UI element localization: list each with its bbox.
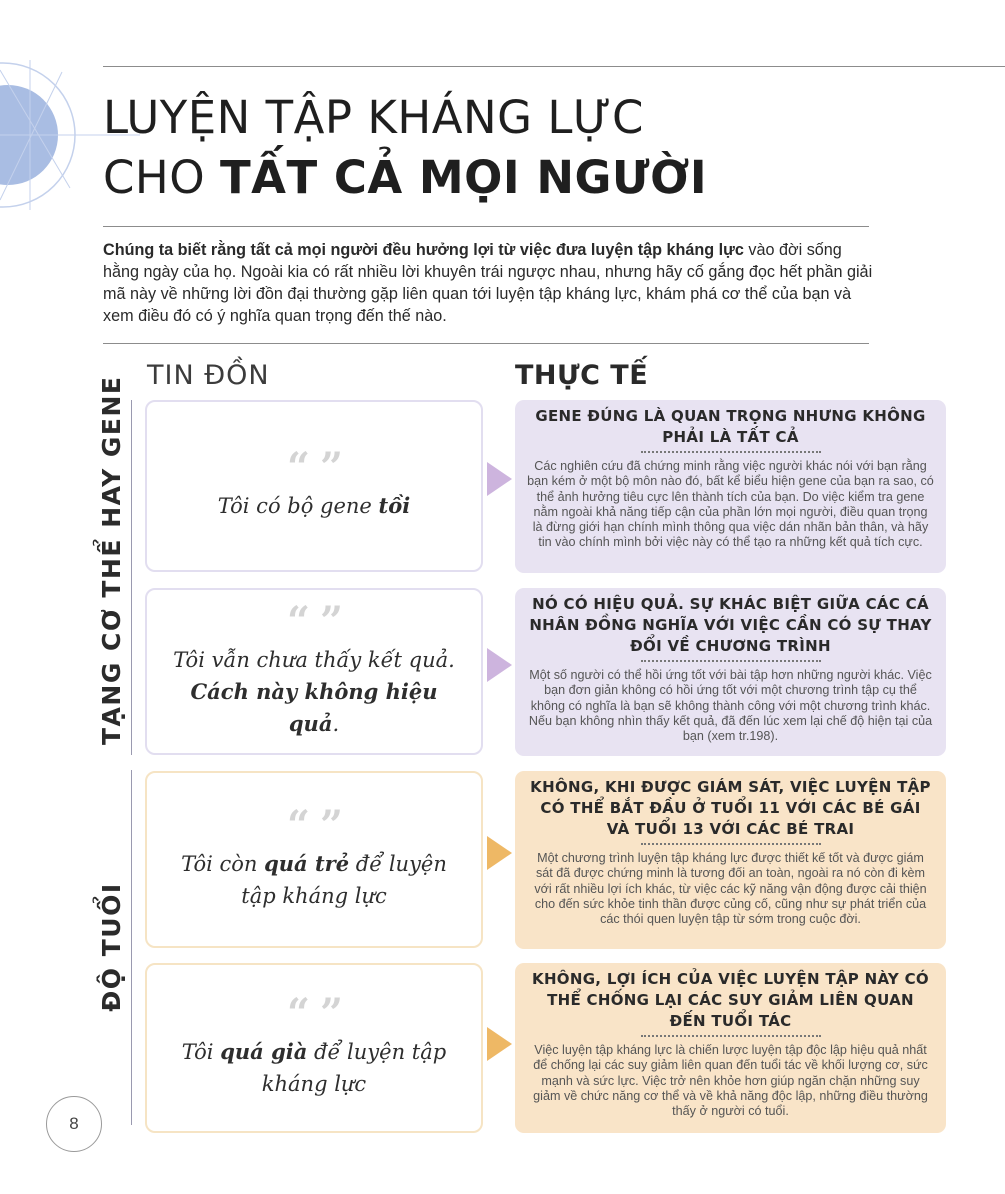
- myth-text: [147, 644, 481, 740]
- myth-text-bold: quá trẻ: [264, 850, 350, 876]
- myth-text-bold: tồi: [378, 493, 411, 518]
- myth-card: [145, 963, 483, 1133]
- section-label-gene: TẠNG CƠ THỂ HAY GENE: [97, 375, 126, 745]
- page-number: 8: [46, 1096, 102, 1152]
- myth-text: [147, 848, 481, 912]
- myth-text-part: .: [332, 711, 340, 736]
- top-divider: [103, 66, 1005, 67]
- fact-divider: [641, 451, 821, 453]
- fact-body: Việc luyện tập kháng lực là chiến lược luyện tập độc lập hiệu quả nhất để chống lại các suy giảm liên quan đến tuổi tác về khối lượng cơ, sức mạnh và sức lực. Việc trở nên khỏe hơn giúp ngăn chặn những suy giảm về chức năng cơ thể và về khả năng độc lập, những điều thường thấy ở người có tuổi.: [533, 1043, 928, 1119]
- fact-title: KHÔNG, KHI ĐƯỢC GIÁM SÁT, VIỆC LUYỆN TẬP CÓ THỂ BẮT ĐẦU Ở TUỔI 11 VỚI CÁC BÉ GÁI VÀ TUỔI 13 VỚI CÁC BÉ TRAI: [530, 778, 931, 838]
- intro-divider: [103, 343, 869, 344]
- section-line-gene: [131, 400, 132, 755]
- arrow-right-icon: [487, 462, 512, 496]
- myth-text-part: Tôi có bộ gene: [217, 494, 379, 518]
- section-line-age: [131, 770, 132, 1125]
- myth-card: [145, 771, 483, 948]
- title-line-2: [103, 148, 707, 208]
- quote-icon: “ ”: [287, 444, 341, 491]
- myth-text-bold: quá già: [220, 1039, 308, 1064]
- fact-divider: [641, 843, 821, 845]
- arrow-right-icon: [487, 648, 512, 682]
- fact-divider: [641, 1035, 821, 1037]
- fact-body: Các nghiên cứu đã chứng minh rằng việc người khác nói với bạn rằng bạn kém ở một bộ môn nào đó, bất kể biểu hiện gene của bạn ra sao, có thể ảnh hưởng tiêu cực lên thành tích của bạn. Do việc kiểm tra gene nằm ngoài khả năng tiếp cận của phần lớn mọi người, điều quan trọng là đừng giới hạn chính mình thông qua việc dán nhãn bản thân, và hãy tin vào chính mình bởi việc này có thể tạo ra những kết quả tích cực.: [527, 459, 934, 550]
- intro-bold-text: Chúng ta biết rằng tất cả mọi người đều hưởng lợi từ việc đưa luyện tập kháng lực: [103, 241, 744, 259]
- myth-text-part: Tôi: [181, 1040, 221, 1064]
- myth-text: [147, 1036, 481, 1100]
- arrow-right-icon: [487, 1027, 512, 1061]
- myth-text: [202, 490, 426, 522]
- quote-icon: “ ”: [287, 801, 341, 849]
- fact-divider: [641, 660, 821, 662]
- myth-card: [145, 400, 483, 572]
- fact-title: NÓ CÓ HIỆU QUẢ. SỰ KHÁC BIỆT GIỮA CÁC CÁ NHÂN ĐỒNG NGHĨA VỚI VIỆC CẦN CÓ SỰ THAY ĐỔI VỀ CHƯƠNG TRÌNH: [529, 595, 932, 655]
- title-divider: [103, 226, 869, 227]
- intro-paragraph: [103, 239, 873, 327]
- myth-card: [145, 588, 483, 755]
- fact-body: Một số người có thể hồi ứng tốt với bài tập hơn những người khác. Việc bạn đơn giản không có hồi ứng tốt với một chương trình tập cụ thể không có nghĩa là bạn sẽ không thành công với một chương trình khác. Nếu bạn không nhìn thấy kết quả, đã đến lúc xem lại chế độ hiện tại của bạn (xem tr.198).: [528, 668, 933, 744]
- section-label-age: ĐỘ TUỔI: [97, 882, 126, 1012]
- myth-text-part: Tôi còn: [181, 851, 265, 876]
- page-title: [103, 88, 707, 208]
- fact-card: [515, 963, 946, 1133]
- myth-text-part: để luyện tập kháng lực: [241, 851, 447, 908]
- quote-icon: “ ”: [287, 990, 341, 1037]
- myth-text-part: để luyện tập kháng lực: [261, 1040, 447, 1096]
- fact-card: [515, 400, 946, 573]
- fact-card: [515, 588, 946, 756]
- myth-text-bold: Cách này không hiệu quả: [190, 678, 438, 736]
- myth-column-header: TIN ĐỒN: [147, 360, 270, 391]
- fact-column-header: THỰC TẾ: [515, 360, 649, 391]
- arrow-right-icon: [487, 836, 512, 870]
- fact-title: KHÔNG, LỢI ÍCH CỦA VIỆC LUYỆN TẬP NÀY CÓ THỂ CHỐNG LẠI CÁC SUY GIẢM LIÊN QUAN ĐẾN TUỔI TÁC: [532, 970, 929, 1030]
- fact-body: Một chương trình luyện tập kháng lực được thiết kế tốt và được giám sát đã được chứng minh là tương đối an toàn, ngoài ra nó còn đi kèm với rất nhiều lợi ích khác, từ việc các kỹ năng vận động được cải thiện cho đến sức khỏe tinh thần được củng cố, cũng như sự phát triển của các thói quen luyện tập từ sớm trong cuộc đời.: [534, 851, 927, 927]
- title-line-1: LUYỆN TẬP KHÁNG LỰC: [103, 91, 644, 144]
- title-line-2-bold: TẤT CẢ MỌI NGƯỜI: [219, 151, 708, 204]
- quote-icon: “ ”: [287, 597, 341, 645]
- title-line-2-regular: CHO: [103, 151, 220, 204]
- fact-card: [515, 771, 946, 949]
- myth-text-part: Tôi vẫn chưa thấy kết quả.: [173, 647, 455, 672]
- fact-title: GENE ĐÚNG LÀ QUAN TRỌNG NHƯNG KHÔNG PHẢI LÀ TẤT CẢ: [535, 407, 926, 446]
- intro-text: vào đời sống hằng ngày của họ. Ngoài kia có rất nhiều lời khuyên trái ngược nhau, nhưng hãy cố gắng đọc hết phần giải mã này về những lời đồn đại thường gặp liên quan tới luyện tập kháng lực, khám phá cơ thể của bạn và xem điều đó có ý nghĩa quan trọng đến thế nào.: [103, 241, 873, 325]
